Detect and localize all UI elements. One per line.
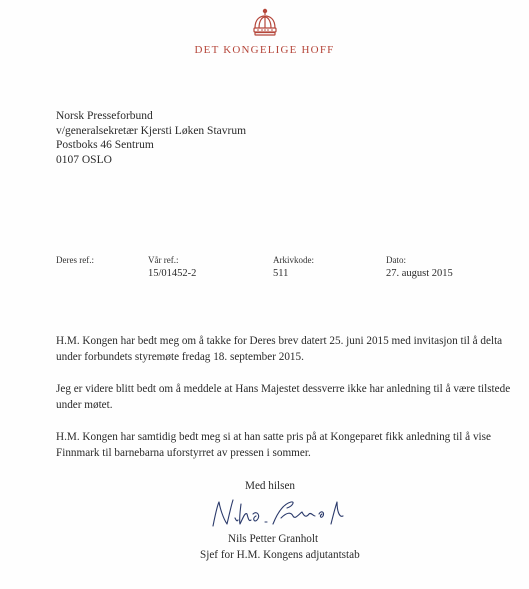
var-ref-value: 15/01452-2: [148, 268, 197, 279]
body-paragraph-2: Jeg er videre blitt bedt om å meddele at Hans Majestet dessverre ikke har anledning til å være tilstede under møtet.: [56, 383, 511, 411]
arkivkode-value: 511: [273, 268, 289, 279]
recipient-line-2: v/generalsekretær Kjersti Løken Stavrum: [56, 124, 247, 137]
recipient-line-1: Norsk Presseforbund: [56, 110, 153, 122]
recipient-line-3: Postboks 46 Sentrum: [56, 139, 154, 151]
var-ref-label: Vår ref.:: [148, 255, 179, 265]
recipient-line-4: 0107 OSLO: [56, 153, 112, 166]
signer-name: Nils Petter Granholt: [228, 533, 319, 545]
royal-crown-icon: [250, 8, 280, 38]
letterhead-org-name: DET KONGELIGE HOFF: [194, 44, 335, 56]
recipient-address: [56, 109, 246, 167]
body-paragraph-3: H.M. Kongen har samtidig bedt meg si at han satte pris på at Kongeparet fikk anledning til å vise Finnmark til barnebarna uforstyrret av pressen i sommer.: [56, 431, 491, 459]
dato-value: 27. august 2015: [386, 268, 453, 279]
handwritten-signature: [207, 494, 357, 534]
signer-title: Sjef for H.M. Kongens adjutantstab: [200, 549, 360, 561]
arkivkode-label: Arkivkode:: [273, 255, 314, 265]
deres-ref-label: Deres ref.:: [56, 255, 94, 265]
body-paragraph-1: H.M. Kongen har bedt meg om å takke for Deres brev datert 25. juni 2015 med invitasjon til å delta under forbundets styremøte fredag 18. september 2015.: [56, 335, 503, 363]
closing-greeting: Med hilsen: [245, 480, 296, 492]
dato-label: Dato:: [386, 255, 406, 265]
